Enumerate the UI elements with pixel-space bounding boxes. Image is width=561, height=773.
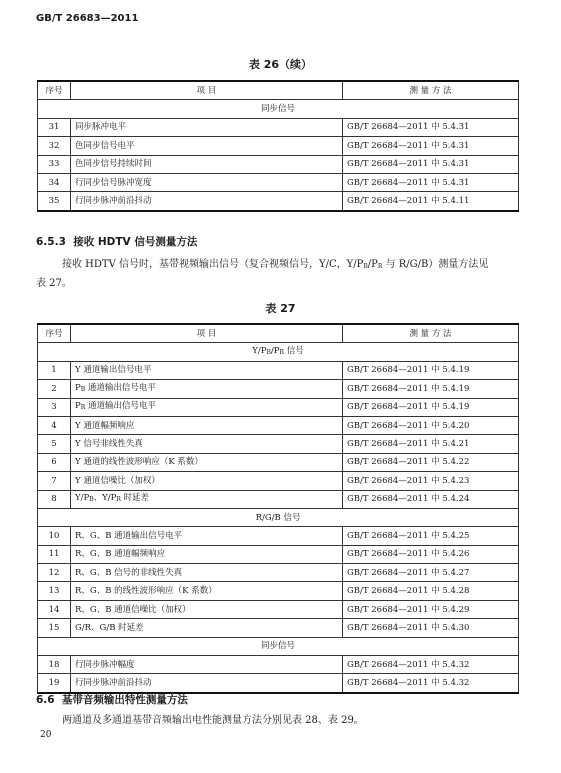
row-item: Y 信号非线性失真 <box>71 435 343 453</box>
row-no: 6 <box>38 453 71 471</box>
row-no: 7 <box>38 472 71 490</box>
col-header-no: 序号 <box>38 324 71 343</box>
row-item: R、G、B 通道信噪比（加权） <box>71 600 343 618</box>
row-no: 4 <box>38 416 71 434</box>
section-66-paragraph: 两通道及多通道基带音频输出电性能测量方法分别见表 28、表 29。 <box>62 715 364 726</box>
row-method: GB/T 26684—2011 中 5.4.20 <box>343 416 519 434</box>
table-row <box>38 674 519 693</box>
group-text: Y/P <box>252 346 267 357</box>
row-method: GB/T 26684—2011 中 5.4.26 <box>343 545 519 563</box>
table27-caption: 表 27 <box>265 302 296 315</box>
row-no: 8 <box>38 490 71 508</box>
table-row <box>38 619 519 637</box>
section-number: 6.5.3 <box>36 236 66 248</box>
row-method: GB/T 26684—2011 中 5.4.23 <box>343 472 519 490</box>
row-item <box>71 490 343 508</box>
para-sub-r: R <box>377 263 383 270</box>
group-text-post: 信号 <box>284 346 304 357</box>
row-no: 18 <box>38 656 71 674</box>
col-header-item: 项 目 <box>71 81 343 100</box>
table-row <box>38 435 519 453</box>
table-row <box>38 656 519 674</box>
row-method: GB/T 26684—2011 中 5.4.22 <box>343 453 519 471</box>
col-header-method: 测 量 方 法 <box>343 81 519 100</box>
table-row <box>38 155 519 173</box>
row-method: GB/T 26684—2011 中 5.4.11 <box>343 192 519 211</box>
row-no: 15 <box>38 619 71 637</box>
group-row-ypbpr <box>38 343 519 361</box>
row-method: GB/T 26684—2011 中 5.4.19 <box>343 398 519 416</box>
table-row <box>38 137 519 155</box>
standard-header: GB/T 26683—2011 <box>36 13 139 24</box>
group-row-rgb: R/G/B 信号 <box>38 508 519 526</box>
group-row-sync: 同步信号 <box>38 100 519 118</box>
group-sub-b: B <box>266 349 271 357</box>
item-mid: 、Y/P <box>93 493 117 504</box>
row-method: GB/T 26684—2011 中 5.4.19 <box>343 380 519 398</box>
row-item <box>71 380 343 398</box>
row-no: 5 <box>38 435 71 453</box>
row-method: GB/T 26684—2011 中 5.4.24 <box>343 490 519 508</box>
table-row <box>38 545 519 563</box>
row-no: 1 <box>38 361 71 379</box>
row-method: GB/T 26684—2011 中 5.4.32 <box>343 674 519 693</box>
row-method: GB/T 26684—2011 中 5.4.30 <box>343 619 519 637</box>
row-item: G/R、G/B 时延差 <box>71 619 343 637</box>
table-row <box>38 582 519 600</box>
row-method: GB/T 26684—2011 中 5.4.27 <box>343 564 519 582</box>
section-66-heading <box>36 692 188 707</box>
row-method: GB/T 26684—2011 中 5.4.19 <box>343 361 519 379</box>
table26 <box>37 80 519 212</box>
table-row <box>38 398 519 416</box>
para-text-mid: /P <box>367 259 378 270</box>
col-header-method: 测 量 方 法 <box>343 324 519 343</box>
col-header-no: 序号 <box>38 81 71 100</box>
row-no: 32 <box>38 137 71 155</box>
row-method: GB/T 26684—2011 中 5.4.21 <box>343 435 519 453</box>
row-item: R、G、B 通道幅频响应 <box>71 545 343 563</box>
table-row <box>38 173 519 191</box>
row-no: 12 <box>38 564 71 582</box>
table-row <box>38 118 519 136</box>
row-item: Y 通道幅频响应 <box>71 416 343 434</box>
group-sub-r: R <box>279 349 285 357</box>
col-header-item: 项 目 <box>71 324 343 343</box>
row-method: GB/T 26684—2011 中 5.4.31 <box>343 155 519 173</box>
row-no: 3 <box>38 398 71 416</box>
row-no: 14 <box>38 600 71 618</box>
table-row <box>38 472 519 490</box>
table-row <box>38 490 519 508</box>
row-method: GB/T 26684—2011 中 5.4.31 <box>343 118 519 136</box>
table-row <box>38 527 519 545</box>
section-number: 6.6 <box>36 694 55 706</box>
row-item: R、G、B 的线性波形响应（K 系数） <box>71 582 343 600</box>
page-number: 20 <box>40 730 52 740</box>
row-no: 33 <box>38 155 71 173</box>
section-653-paragraph-line2: 表 27。 <box>36 278 72 289</box>
row-no: 2 <box>38 380 71 398</box>
row-item <box>71 398 343 416</box>
item-sub: B <box>80 385 86 393</box>
item-sub: B <box>89 496 94 504</box>
item-rest: 通道输出信号电平 <box>85 401 156 412</box>
row-item: Y 通道的线性波形响应（K 系数） <box>71 453 343 471</box>
row-item: 色同步信号电平 <box>71 137 343 155</box>
group-text-mid: /P <box>270 346 280 357</box>
row-item: R、G、B 信号的非线性失真 <box>71 564 343 582</box>
table-row <box>38 416 519 434</box>
item-sub: R <box>80 404 86 412</box>
row-no: 19 <box>38 674 71 693</box>
table27 <box>37 323 519 694</box>
row-item: 行同步脉冲前沿抖动 <box>71 192 343 211</box>
item-rest: 通道输出信号电平 <box>85 382 156 393</box>
section-title: 基带音频输出特性测量方法 <box>61 694 188 706</box>
row-no: 13 <box>38 582 71 600</box>
table-row <box>38 564 519 582</box>
row-item: R、G、B 通道输出信号电平 <box>71 527 343 545</box>
row-no: 11 <box>38 545 71 563</box>
row-method: GB/T 26684—2011 中 5.4.28 <box>343 582 519 600</box>
row-method: GB/T 26684—2011 中 5.4.31 <box>343 173 519 191</box>
para-sub-b: B <box>363 263 368 270</box>
row-item: 行同步信号脉冲宽度 <box>71 173 343 191</box>
group-row-sync: 同步信号 <box>38 637 519 655</box>
row-item: 行同步脉冲幅度 <box>71 656 343 674</box>
table-row <box>38 380 519 398</box>
table-row <box>38 192 519 211</box>
row-no: 35 <box>38 192 71 211</box>
row-item: Y 通道信噪比（加权） <box>71 472 343 490</box>
table-row <box>38 600 519 618</box>
item-sub2: R <box>116 496 121 504</box>
row-item: 色同步信号持续时间 <box>71 155 343 173</box>
table26-caption: 表 26（续） <box>248 58 313 71</box>
row-method: GB/T 26684—2011 中 5.4.25 <box>343 527 519 545</box>
row-method: GB/T 26684—2011 中 5.4.32 <box>343 656 519 674</box>
item-text: P <box>75 401 81 412</box>
para-text: 接收 HDTV 信号时，基带视频输出信号（复合视频信号，Y/C，Y/P <box>62 259 364 270</box>
section-653-paragraph <box>62 255 532 276</box>
item-rest: 时延差 <box>120 493 150 504</box>
row-method: GB/T 26684—2011 中 5.4.31 <box>343 137 519 155</box>
row-item: 行同步脉冲前沿抖动 <box>71 674 343 693</box>
row-no: 31 <box>38 118 71 136</box>
section-653-heading <box>36 234 197 249</box>
row-method: GB/T 26684—2011 中 5.4.29 <box>343 600 519 618</box>
table-row <box>38 453 519 471</box>
row-no: 10 <box>38 527 71 545</box>
row-item: 同步脉冲电平 <box>71 118 343 136</box>
item-text: Y/P <box>75 493 90 504</box>
section-title: 接收 HDTV 信号测量方法 <box>73 236 198 248</box>
item-text: P <box>75 382 81 393</box>
para-text-end: 与 R/G/B）测量方法见 <box>382 259 489 270</box>
row-item: Y 通道输出信号电平 <box>71 361 343 379</box>
table-row <box>38 361 519 379</box>
row-no: 34 <box>38 173 71 191</box>
